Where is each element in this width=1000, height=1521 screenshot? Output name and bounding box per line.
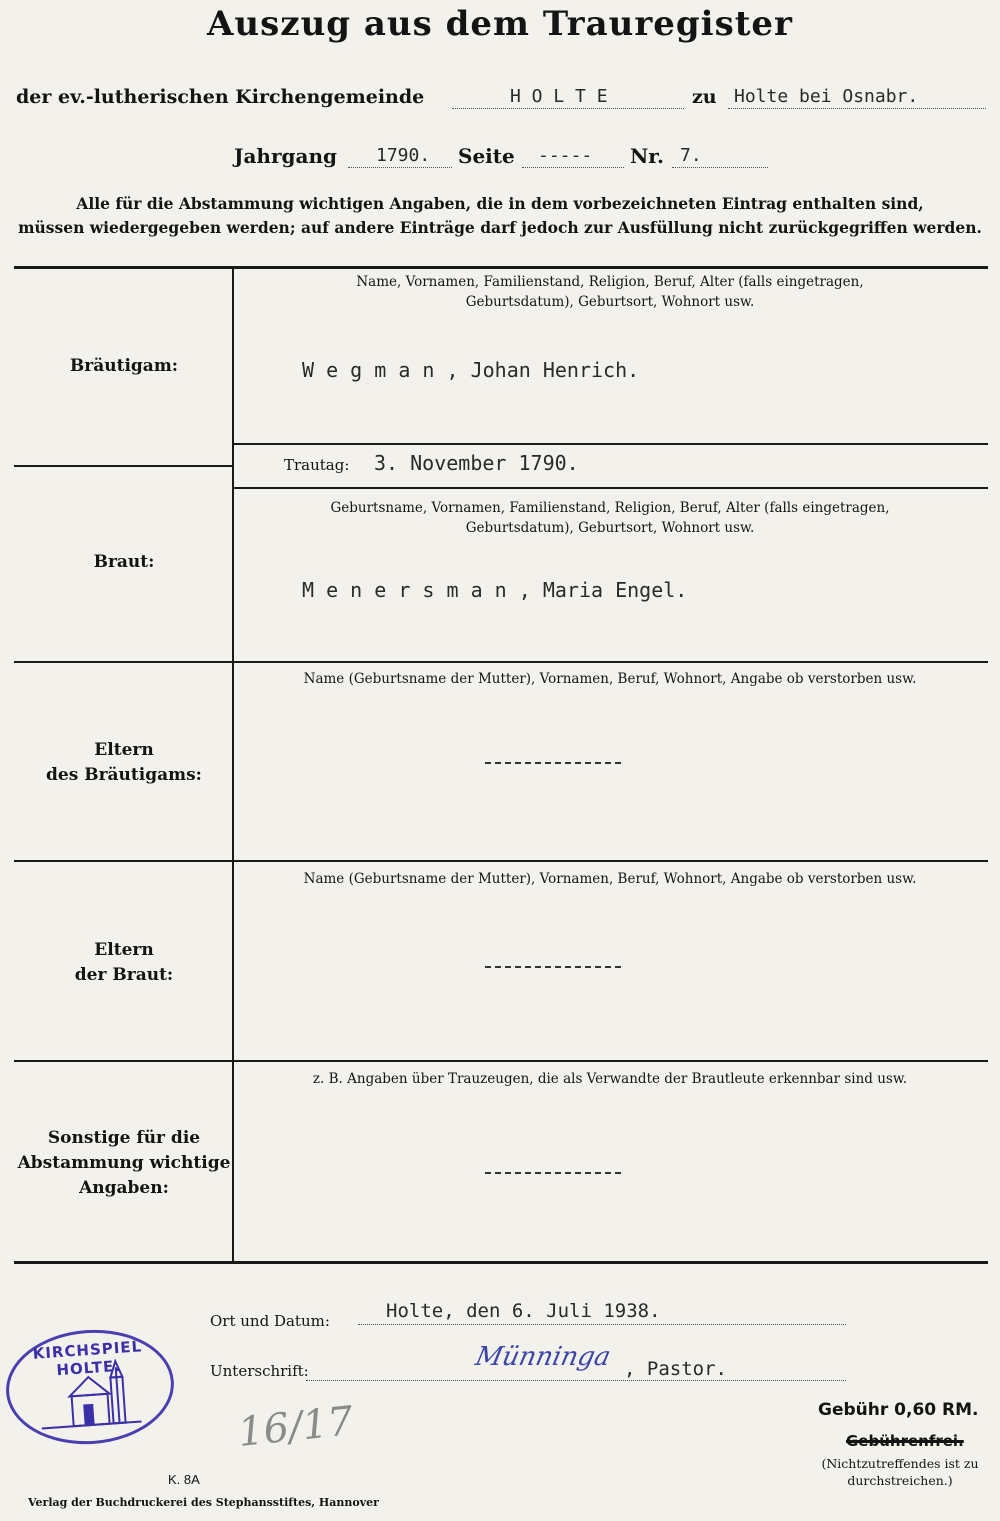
instruction-line-1: Alle für die Abstammung wichtigen Angaben, die in dem vorbezeichneten Eintrag enthalten sind, <box>76 194 924 213</box>
groom-trautag-divider <box>232 443 988 445</box>
stamp-text: KIRCHSPIEL HOLTE. <box>32 1337 143 1380</box>
other-info-empty-dash <box>485 1172 621 1174</box>
signature-handwriting: Münninga <box>472 1342 614 1372</box>
bride-parents-divider <box>14 661 988 663</box>
bride-label: Braut: <box>93 552 155 572</box>
seite-value: ----- <box>538 145 593 166</box>
seite-label: Seite <box>458 144 515 168</box>
table-top-rule <box>14 266 988 269</box>
nr-field <box>672 143 768 168</box>
nr-value: 7. <box>680 145 702 166</box>
signature-role: , Pastor. <box>624 1358 727 1380</box>
parish-name: H O L T E <box>510 86 608 107</box>
other-info-label-line-3: Angaben: <box>79 1178 169 1198</box>
bride-parents-hint: Name (Geburtsname der Mutter), Vornamen, Beruf, Wohnort, Angabe ob verstorben usw. <box>303 871 917 887</box>
bride-parents-label-line-2: der Braut: <box>74 965 174 985</box>
jahrgang-field <box>348 143 452 168</box>
groom-parents-hint: Name (Geburtsname der Mutter), Vornamen, Beruf, Wohnort, Angabe ob verstorben usw. <box>303 671 917 687</box>
form-code: K. 8A <box>168 1472 200 1487</box>
bride-hint-line-2: Geburtsdatum), Geburtsort, Wohnort usw. <box>465 520 755 536</box>
fee-note-line-1: (Nichtzutreffendes ist zu <box>821 1456 979 1471</box>
parish-name-field <box>452 84 684 109</box>
other-info-label <box>14 1126 234 1201</box>
place-date-field <box>358 1300 846 1325</box>
document-title: Auszug aus dem Trauregister <box>207 4 793 44</box>
groom-parents-label-line-2: des Bräutigams: <box>46 765 202 785</box>
bride-parents-empty-dash <box>485 966 621 968</box>
parish-stamp <box>2 1324 178 1449</box>
signature-field <box>306 1342 846 1381</box>
parish-label: der ev.-lutherischen Kirchengemeinde <box>16 86 425 108</box>
signature-label: Unterschrift: <box>210 1362 309 1380</box>
bride-name: M e n e r s m a n , Maria Engel. <box>302 578 688 602</box>
groom-parents-empty-dash <box>485 762 621 764</box>
groom-parents-label-line-1: Eltern <box>94 740 154 760</box>
trautag-bride-divider <box>232 487 988 489</box>
zu-label: zu <box>692 86 717 108</box>
location-value: Holte bei Osnabr. <box>734 86 919 107</box>
table-bottom-rule <box>14 1261 988 1264</box>
groom-name: W e g m a n , Johan Henrich. <box>302 358 640 382</box>
groom-parents-label <box>14 738 234 788</box>
instruction-line-2: müssen wiedergegeben werden; auf andere Einträge darf jedoch zur Ausfüllung nicht zurückgegriffen werden. <box>18 218 982 237</box>
trautag-value: 3. November 1790. <box>374 451 579 475</box>
other-info-label-line-1: Sonstige für die <box>47 1128 201 1148</box>
seite-field <box>522 143 624 168</box>
place-date-value: Holte, den 6. Juli 1938. <box>386 1300 661 1322</box>
handwritten-number: 16/17 <box>235 1398 356 1456</box>
place-date-label: Ort und Datum: <box>210 1312 330 1330</box>
fee: Gebühr 0,60 RM. <box>818 1400 979 1420</box>
parents-parents-divider <box>14 860 988 862</box>
groom-label-divider <box>14 465 232 467</box>
location-field <box>728 84 986 109</box>
bride-parents-label-line-1: Eltern <box>94 940 154 960</box>
groom-label: Bräutigam: <box>69 356 179 376</box>
jahrgang-label: Jahrgang <box>234 144 337 168</box>
jahrgang-value: 1790. <box>376 145 431 166</box>
fee-note-line-2: durchstreichen.) <box>847 1473 953 1488</box>
bride-hint-line-1: Geburtsname, Vornamen, Familienstand, Religion, Beruf, Alter (falls eingetragen, <box>330 500 890 516</box>
bride-parents-label <box>14 938 234 988</box>
groom-hint-line-2: Geburtsdatum), Geburtsort, Wohnort usw. <box>465 294 755 310</box>
groom-hint-line-1: Name, Vornamen, Familienstand, Religion, Beruf, Alter (falls eingetragen, <box>356 274 864 290</box>
other-info-hint: z. B. Angaben über Trauzeugen, die als Verwandte der Brautleute erkennbar sind usw. <box>312 1071 908 1087</box>
publisher: Verlag der Buchdruckerei des Stephansstiftes, Hannover <box>28 1496 379 1509</box>
church-icon <box>5 1327 174 1446</box>
trautag-label: Trautag: <box>284 456 350 474</box>
parents-other-divider <box>14 1060 988 1062</box>
nr-label: Nr. <box>630 144 664 168</box>
fee-free-struck: Gebührenfrei. <box>846 1432 964 1450</box>
other-info-label-line-2: Abstammung wichtige <box>17 1153 231 1173</box>
